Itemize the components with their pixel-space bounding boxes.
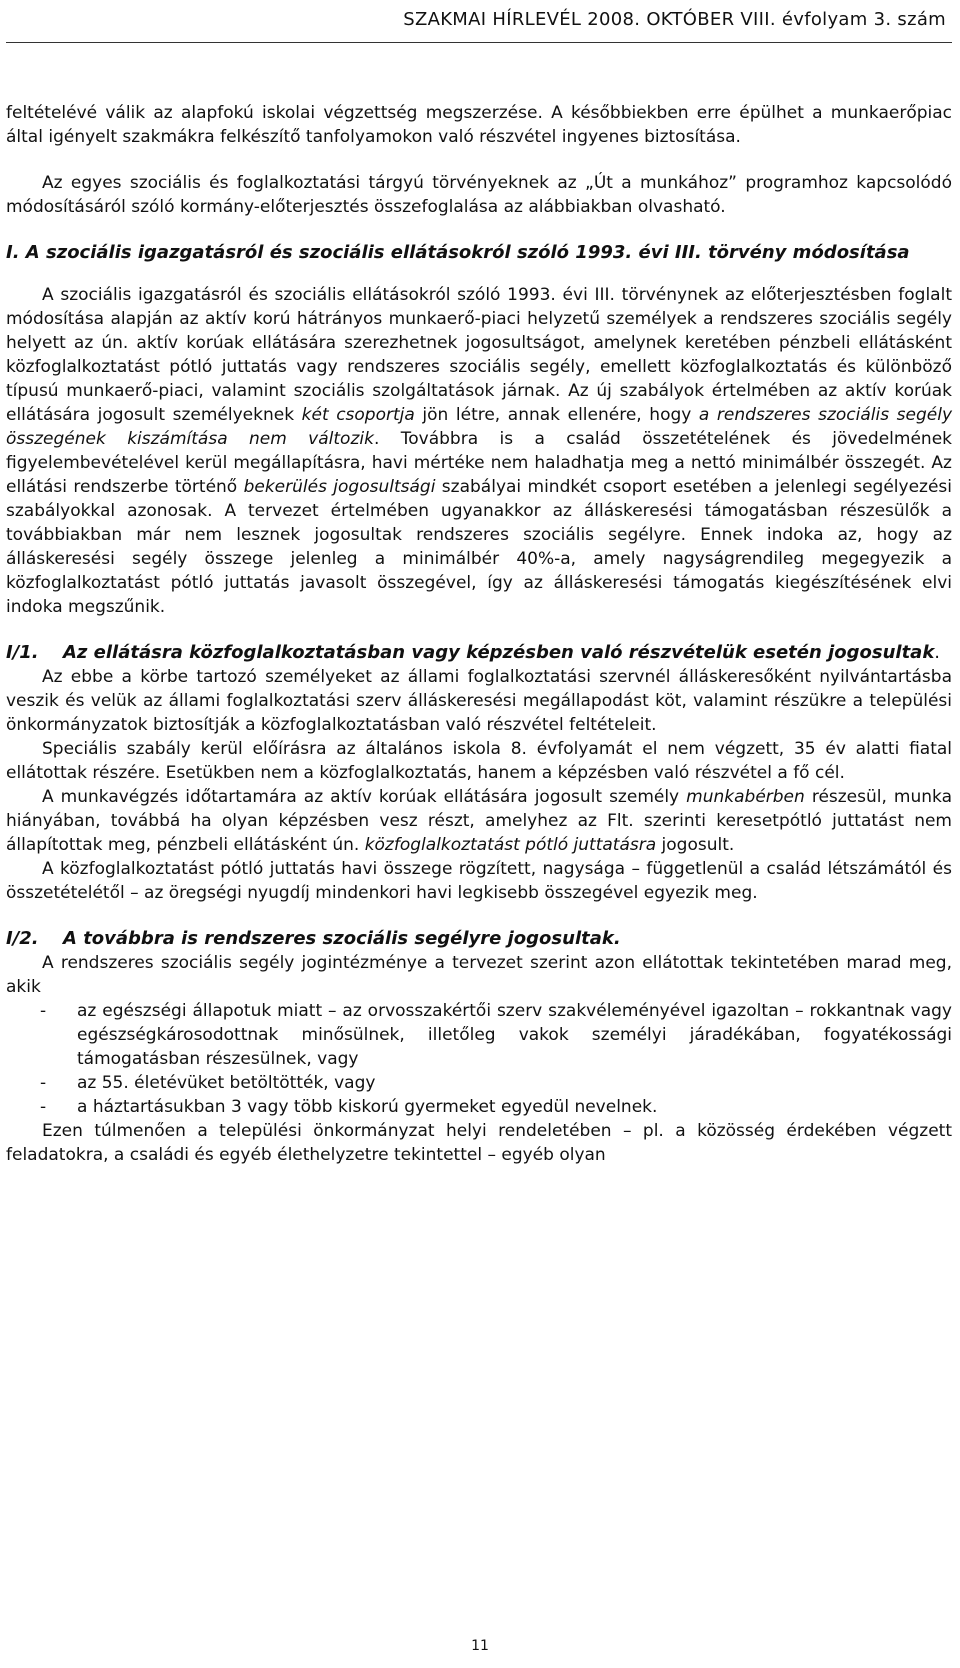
- list-dash: -: [40, 1073, 47, 1093]
- list-item: [6, 1095, 952, 1119]
- eligibility-list: [6, 999, 952, 1119]
- emphasis-run: két csoportja: [301, 405, 415, 425]
- document-body: [6, 101, 952, 1167]
- heading-period: .: [934, 642, 941, 663]
- text-run: A szociális igazgatásról és szociális ellátásokról szóló 1993. évi III. törvénynek az előterjesztésben foglalt módosítása alapján az aktív korú hátrányos munkaerő-piaci helyzetű személyek a rendszeres szociális segély helyett az ún. aktív korúak ellátására szerezhetnek jogosultságot, amelynek keretében pénzbeli ellátásként közfoglalkoztatást pótló juttatás vagy rendszeres szociális segély, emellett közfoglalkoztatás és különböző típusú munkaerő-piaci, valamint szociális szolgáltatások járnak. Az új szabályok értelmében az aktív korúak ellátására jogosult személyeknek: [6, 285, 952, 425]
- list-item-text: az 55. életévüket betöltötték, vagy: [77, 1073, 376, 1093]
- text-run: jogosult.: [656, 835, 735, 855]
- emphasis-run: a rendszeres szociális segély összegének kiszámítása nem változik: [6, 405, 952, 449]
- section-1-2-paragraph-1: A rendszeres szociális segély jogintézménye a tervezet szerint azon ellátottak tekintetében marad meg, akik: [6, 953, 952, 997]
- section-1-1-paragraph-4: A közfoglalkoztatást pótló juttatás havi összege rögzített, nagysága – függetlenül a család létszámától és összetételétől – az öregségi nyugdíj mindenkori havi legkisebb összegével egyezik meg.: [6, 859, 952, 903]
- text-run: A munkavégzés időtartamára az aktív korúak ellátására jogosult személy: [42, 787, 687, 807]
- section-1-2-heading: [6, 927, 952, 951]
- section-1-1-heading: [6, 641, 952, 665]
- text-run: szabályai mindkét csoport esetében a jelenlegi segélyezési szabályokkal azonosak. A tervezet értelmében ugyanakkor az álláskeresési támogatásban részesülők a továbbiakban már nem lesznek jogosultak rendszeres szociális segélyre. Ennek indoka az, hogy az álláskeresési segély összege jelenleg a minimálbér 40%-a, amely nagyságrendileg megegyezik a közfoglalkoztatást pótló juttatás javasolt összegével, így az álláskeresési támogatás kiegészítésének elvi indoka megszűnik.: [6, 477, 952, 617]
- section-1-1-paragraph-3: [6, 785, 952, 857]
- newsletter-header: SZAKMAI HÍRLEVÉL 2008. OKTÓBER VIII. évfolyam 3. szám: [6, 0, 952, 43]
- text-run: . Továbbra is a család összetételének és jövedelmének figyelembevételével kerül megállapításra, havi mértéke nem haladhatja meg a nettó minimálbér összegét. Az ellátási rendszerbe történő: [6, 429, 953, 497]
- section-number: I/1.: [6, 642, 39, 663]
- list-dash: -: [40, 1097, 47, 1117]
- list-item-text: a háztartásukban 3 vagy több kiskorú gyermeket egyedül nevelnek.: [77, 1097, 658, 1117]
- section-1-2-paragraph-2: Ezen túlmenően a települési önkormányzat helyi rendeletében – pl. a közösség érdekében végzett feladatokra, a családi és egyéb élethelyzetre tekintettel – egyéb olyan: [6, 1121, 952, 1165]
- list-item: [6, 1071, 952, 1095]
- list-dash: -: [40, 1001, 47, 1021]
- emphasis-run: bekerülés jogosultsági: [243, 477, 436, 497]
- section-1-heading: I. A szociális igazgatásról és szociális ellátásokról szóló 1993. évi III. törvény módosítása: [6, 242, 910, 263]
- section-1-paragraph: [6, 283, 952, 619]
- emphasis-run: munkabérben: [686, 787, 805, 807]
- text-run: jön létre, annak ellenére, hogy: [414, 405, 699, 425]
- section-1-1-paragraph-2: Speciális szabály kerül előírásra az általános iskola 8. évfolyamát el nem végzett, 35 év alatti fiatal ellátottak részére. Esetükben nem a közfoglalkoztatás, hanem a képzésben való részvétel a fő cél.: [6, 739, 952, 783]
- section-number: I/2.: [6, 928, 39, 949]
- section-title: Az ellátásra közfoglalkoztatásban vagy képzésben való részvételük esetén jogosultak: [63, 642, 935, 663]
- intro-paragraph-2: Az egyes szociális és foglalkoztatási tárgyú törvényeknek az „Út a munkához” programhoz kapcsolódó módosításáról szóló kormány-előterjesztés összefoglalása az alábbiakban olvasható.: [6, 173, 952, 217]
- section-1-1-paragraph-1: Az ebbe a körbe tartozó személyeket az állami foglalkoztatási szervnél álláskeresőként nyilvántartásba veszik és velük az állami foglalkoztatási szerv álláskeresési megállapodást köt, valamint részükre a települési önkormányzatok biztosítják a közfoglalkoztatásban való részvétel feltételeit.: [6, 667, 952, 735]
- page-number: 11: [471, 1638, 489, 1654]
- intro-paragraph-1: feltételévé válik az alapfokú iskolai végzettség megszerzése. A későbbiekben erre épülhet a munkaerőpiac által igényelt szakmákra felkészítő tanfolyamokon való részvétel ingyenes biztosítása.: [6, 103, 952, 147]
- list-item-text: az egészségi állapotuk miatt – az orvosszakértői szerv szakvéleményével igazoltan – rokkantnak vagy egészségkárosodottnak minősülnek, illetőleg vakok személyi járadékában, fogyatékossági támogatásban részesülnek, vagy: [77, 1001, 952, 1069]
- section-title: A továbbra is rendszeres szociális segélyre jogosultak.: [63, 928, 621, 949]
- text-run: részesül, munka hiányában, továbbá ha olyan képzésben vesz részt, amelyhez az Flt. szerinti keresetpótló juttatást nem állapítottak meg, pénzbeli ellátásként ún.: [6, 787, 952, 855]
- list-item: [6, 999, 952, 1071]
- emphasis-run: közfoglalkoztatást pótló juttatásra: [364, 835, 657, 855]
